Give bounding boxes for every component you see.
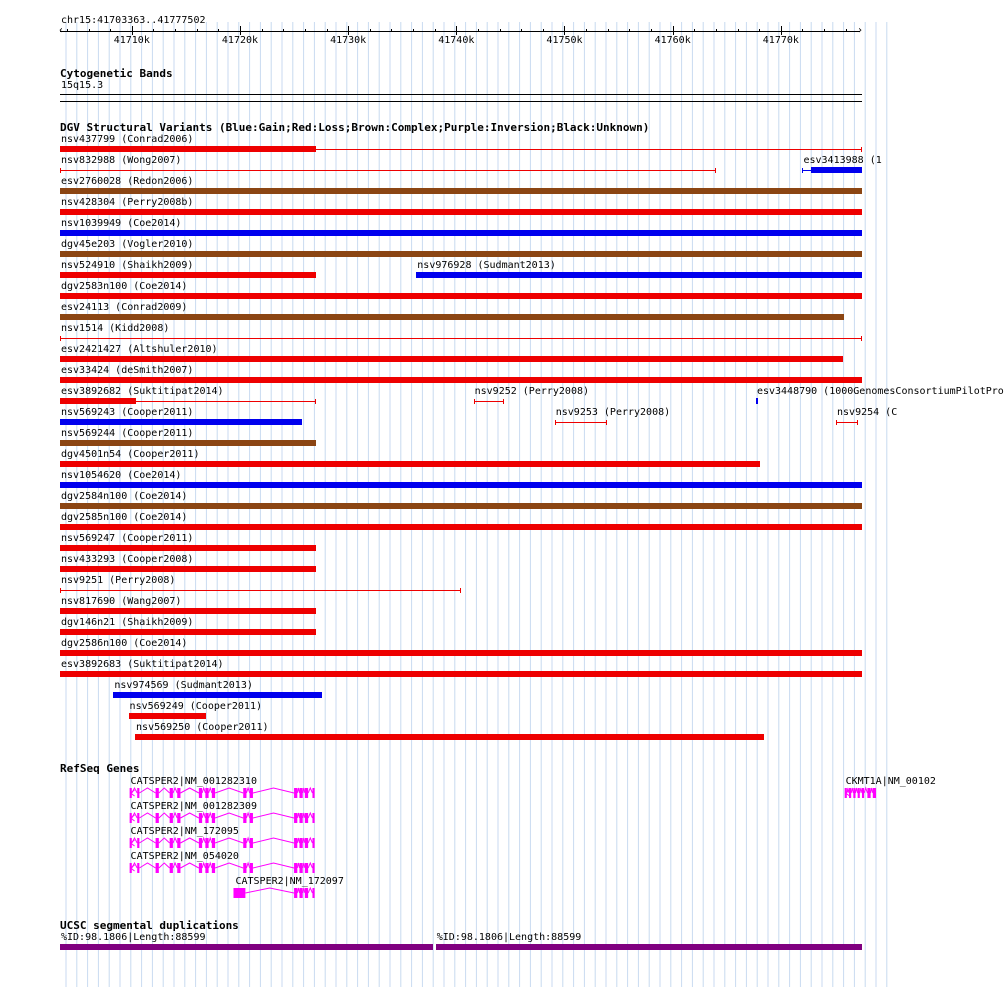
dgv-feature-end-tick	[315, 399, 316, 404]
ruler-tick-label: 41760k	[654, 35, 691, 46]
refseq-gene-label[interactable]: CATSPER2|NM_001282309	[130, 801, 257, 812]
dgv-feature-bar[interactable]	[60, 251, 862, 257]
segdup-track-title[interactable]: UCSC segmental duplications	[60, 919, 239, 932]
dgv-feature-end-tick	[460, 588, 461, 593]
dgv-feature-bar[interactable]	[60, 545, 316, 551]
coordinate-label: chr15:41703363..41777502	[61, 15, 206, 26]
ruler-minor-tick	[197, 29, 198, 32]
ruler-minor-tick	[67, 29, 68, 32]
refseq-exon	[130, 863, 132, 873]
dgv-feature-bar[interactable]	[60, 377, 862, 383]
ruler-tick-label: 41750k	[546, 35, 583, 46]
dgv-feature-label[interactable]: esv2760028 (Redon2006)	[61, 176, 194, 187]
refseq-exon	[250, 813, 253, 823]
dgv-feature-bar[interactable]	[60, 230, 862, 236]
ruler-minor-tick	[521, 29, 522, 32]
dgv-feature-line[interactable]	[474, 401, 504, 402]
segdup-feature-label[interactable]: %ID:98.1806|Length:88599	[436, 932, 582, 943]
ruler-major-tick	[132, 26, 133, 35]
refseq-exon	[873, 788, 876, 798]
dgv-feature-label[interactable]: esv3448790 (1000GenomesConsortiumPilotPro	[756, 386, 1004, 397]
dgv-feature-label[interactable]: nsv569250 (Cooper2011)	[136, 722, 269, 733]
ruler-major-tick	[240, 26, 241, 35]
refseq-exon	[243, 813, 246, 823]
ruler-minor-tick	[802, 29, 803, 32]
segdup-feature-bar[interactable]	[60, 944, 433, 950]
dgv-feature-label[interactable]: nsv428304 (Perry2008b)	[61, 197, 194, 208]
dgv-feature-bar[interactable]	[60, 629, 316, 635]
dgv-feature-end-tick	[836, 420, 837, 425]
refseq-intron	[871, 788, 873, 793]
ruler-minor-tick	[651, 29, 652, 32]
dgv-feature-bar[interactable]	[416, 272, 862, 278]
dgv-feature-end-tick	[60, 147, 61, 152]
refseq-intron	[139, 838, 155, 843]
refseq-exon	[250, 838, 253, 848]
refseq-intron	[253, 838, 294, 843]
dgv-feature-end-tick	[861, 336, 862, 341]
refseq-intron	[215, 863, 243, 868]
ruler-minor-tick	[283, 29, 284, 32]
refseq-exon	[205, 863, 208, 873]
refseq-intron	[159, 838, 170, 843]
dgv-feature-label[interactable]: esv24113 (Conrad2009)	[61, 302, 188, 313]
refseq-exon	[305, 813, 308, 823]
dgv-feature-bar[interactable]	[60, 566, 316, 572]
dgv-feature-label[interactable]: nsv1054620 (Coe2014)	[61, 470, 182, 481]
refseq-exon	[137, 838, 139, 848]
dgv-feature-end-tick	[861, 147, 862, 152]
dgv-feature-bar[interactable]	[60, 356, 843, 362]
dgv-feature-label[interactable]: nsv569244 (Cooper2011)	[61, 428, 194, 439]
refseq-exon	[312, 863, 314, 873]
dgv-feature-label[interactable]: nsv9252 (Perry2008)	[474, 386, 590, 397]
ruler-axis[interactable]	[60, 31, 860, 32]
refseq-intron	[159, 863, 170, 868]
ruler-major-tick	[673, 26, 674, 35]
dgv-feature-label[interactable]: dgv4501n54 (Cooper2011)	[61, 449, 200, 460]
ruler-minor-tick	[89, 29, 90, 32]
dgv-feature-bar[interactable]	[60, 650, 862, 656]
refseq-exon	[130, 813, 132, 823]
refseq-intron	[202, 863, 205, 868]
refseq-intron	[246, 813, 249, 818]
cytoband-line-bottom	[60, 101, 862, 102]
dgv-feature-bar[interactable]	[60, 188, 862, 194]
dgv-feature-bar[interactable]	[60, 209, 862, 215]
dgv-feature-bar[interactable]	[60, 482, 862, 488]
refseq-intron	[297, 813, 299, 818]
dgv-feature-bar[interactable]	[60, 671, 862, 677]
refseq-intron	[253, 813, 294, 818]
refseq-intron	[202, 813, 205, 818]
refseq-intron	[215, 838, 243, 843]
refseq-track-title[interactable]: RefSeq Genes	[60, 762, 140, 775]
refseq-intron	[215, 813, 243, 818]
refseq-intron	[860, 788, 862, 793]
refseq-exon	[845, 788, 847, 798]
refseq-exon	[212, 863, 215, 873]
refseq-exon	[156, 813, 159, 823]
refseq-intron	[297, 863, 299, 868]
refseq-intron	[851, 788, 853, 793]
dgv-feature-bar[interactable]	[113, 692, 322, 698]
refseq-gene-model[interactable]	[0, 787, 890, 801]
dgv-feature-end-tick	[606, 420, 607, 425]
refseq-exon	[199, 813, 202, 823]
ruler-major-tick	[564, 26, 565, 35]
dgv-feature-end-tick	[503, 399, 504, 404]
refseq-intron	[855, 788, 857, 793]
dgv-feature-end-tick	[60, 336, 61, 341]
dgv-feature-label[interactable]: dgv2586n100 (Coe2014)	[61, 638, 188, 649]
dgv-feature-bar[interactable]	[60, 272, 316, 278]
cytoband-label: 15q15.3	[61, 80, 104, 91]
refseq-exon	[294, 813, 297, 823]
refseq-intron	[173, 813, 177, 818]
ruler-minor-tick	[262, 29, 263, 32]
ruler-minor-tick	[586, 29, 587, 32]
refseq-exon	[299, 838, 302, 848]
dgv-feature-label[interactable]: esv3892683 (Suktitipat2014)	[61, 659, 224, 670]
refseq-exon	[294, 838, 297, 848]
dgv-feature-label[interactable]: nsv1514 (Kidd2008)	[61, 323, 170, 334]
dgv-feature-label[interactable]: nsv569243 (Cooper2011)	[61, 407, 194, 418]
refseq-exon	[305, 888, 308, 898]
dgv-feature-bar[interactable]	[60, 461, 760, 467]
refseq-intron	[246, 838, 249, 843]
ruler-major-tick	[348, 26, 349, 35]
dgv-feature-label[interactable]: nsv817690 (Wang2007)	[61, 596, 182, 607]
refseq-intron	[245, 888, 294, 893]
refseq-gene-label[interactable]: CATSPER2|NM_001282310	[130, 776, 257, 787]
ruler-minor-tick	[694, 29, 695, 32]
ruler-tick-label: 41740k	[438, 35, 475, 46]
refseq-exon	[212, 838, 215, 848]
refseq-exon	[867, 788, 870, 798]
refseq-exon	[170, 813, 173, 823]
refseq-intron	[246, 863, 249, 868]
refseq-intron	[297, 888, 299, 893]
refseq-exon	[299, 863, 302, 873]
dgv-feature-bar[interactable]	[60, 440, 316, 446]
dgv-feature-label[interactable]: nsv569249 (Cooper2011)	[129, 701, 262, 712]
ruler-tick-label: 41770k	[762, 35, 799, 46]
dgv-feature-label[interactable]: dgv2583n100 (Coe2014)	[61, 281, 188, 292]
refseq-intron	[303, 863, 305, 868]
refseq-exon	[177, 813, 180, 823]
dgv-feature-bar[interactable]	[60, 146, 316, 152]
refseq-exon	[862, 788, 864, 798]
dgv-feature-end-tick	[715, 168, 716, 173]
refseq-exon	[294, 888, 297, 898]
refseq-gene-label[interactable]: CATSPER2|NM_172097	[235, 876, 344, 887]
refseq-intron	[159, 813, 170, 818]
refseq-intron	[297, 838, 299, 843]
refseq-exon	[170, 838, 173, 848]
segdup-feature-label[interactable]: %ID:98.1806|Length:88599	[61, 932, 206, 943]
refseq-intron	[180, 813, 198, 818]
dgv-feature-label[interactable]: esv2421427 (Altshuler2010)	[61, 344, 218, 355]
dgv-feature-label[interactable]: dgv2585n100 (Coe2014)	[61, 512, 188, 523]
refseq-exon	[205, 838, 208, 848]
dgv-feature-label[interactable]: nsv832988 (Wong2007)	[61, 155, 182, 166]
dgv-feature-end-tick	[60, 588, 61, 593]
refseq-exon	[853, 788, 855, 798]
refseq-intron	[209, 838, 212, 843]
refseq-exon	[312, 888, 314, 898]
dgv-feature-label[interactable]: esv3413988 (1	[803, 155, 882, 166]
refseq-exon	[305, 838, 308, 848]
refseq-intron	[173, 863, 177, 868]
cytoband-line-top	[60, 94, 862, 95]
refseq-exon	[250, 863, 253, 873]
ruler-minor-tick	[608, 29, 609, 32]
dgv-feature-label[interactable]: nsv974569 (Sudmant2013)	[114, 680, 253, 691]
ruler-minor-tick	[413, 29, 414, 32]
ruler-minor-tick	[218, 29, 219, 32]
refseq-exon	[156, 838, 159, 848]
dgv-feature-end-tick	[60, 168, 61, 173]
dgv-feature-line[interactable]	[60, 338, 862, 339]
dgv-feature-line[interactable]	[555, 422, 607, 423]
refseq-exon	[177, 863, 180, 873]
ruler-minor-tick	[435, 29, 436, 32]
ruler-minor-tick	[175, 29, 176, 32]
refseq-intron	[202, 838, 205, 843]
refseq-gene-model[interactable]	[0, 837, 890, 851]
dgv-feature-bar[interactable]	[60, 608, 316, 614]
refseq-intron	[173, 838, 177, 843]
dgv-feature-bar[interactable]	[60, 398, 136, 404]
refseq-exon	[858, 788, 860, 798]
ruler-minor-tick	[824, 29, 825, 32]
refseq-intron	[303, 838, 305, 843]
ruler-minor-tick	[110, 29, 111, 32]
refseq-intron	[139, 813, 155, 818]
dgv-feature-label[interactable]: dgv45e203 (Vogler2010)	[61, 239, 194, 250]
ruler-major-tick	[456, 26, 457, 35]
refseq-exon	[156, 863, 159, 873]
dgv-feature-label[interactable]: dgv146n21 (Shaikh2009)	[61, 617, 194, 628]
ruler-minor-tick	[370, 29, 371, 32]
segdup-feature-bar[interactable]	[436, 944, 862, 950]
ruler-minor-tick	[629, 29, 630, 32]
refseq-exon	[137, 863, 139, 873]
ruler-minor-tick	[305, 29, 306, 32]
ruler-end-arrow: ›	[857, 25, 864, 36]
dgv-feature-bar[interactable]	[60, 419, 302, 425]
refseq-exon	[243, 838, 246, 848]
refseq-exon	[205, 813, 208, 823]
ruler-tick-label: 41720k	[221, 35, 259, 46]
ruler-major-tick	[781, 26, 782, 35]
dgv-feature-end-tick	[861, 168, 862, 173]
dgv-feature-label[interactable]: nsv437799 (Conrad2006)	[61, 134, 194, 145]
refseq-exon	[299, 813, 302, 823]
refseq-exon	[212, 813, 215, 823]
refseq-intron	[308, 813, 312, 818]
refseq-exon	[130, 838, 132, 848]
dgv-feature-label[interactable]: esv33424 (deSmith2007)	[61, 365, 194, 376]
dgv-feature-label[interactable]: nsv9254 (C	[837, 407, 898, 418]
refseq-intron	[139, 863, 155, 868]
ruler-minor-tick	[759, 29, 760, 32]
dgv-feature-bar[interactable]	[60, 524, 862, 530]
dgv-feature-label[interactable]: nsv524910 (Shaikh2009)	[61, 260, 194, 271]
refseq-gene-label[interactable]: CATSPER2|NM_054020	[130, 851, 239, 862]
dgv-feature-label[interactable]: nsv9251 (Perry2008)	[61, 575, 176, 586]
dgv-feature-line[interactable]	[60, 170, 716, 171]
ruler-tick-label: 41710k	[113, 35, 150, 46]
refseq-exon	[849, 788, 851, 798]
refseq-exon	[312, 813, 314, 823]
ruler-minor-tick	[716, 29, 717, 32]
ruler-minor-tick	[846, 29, 847, 32]
dgv-feature-label[interactable]: nsv976928 (Sudmant2013)	[417, 260, 556, 271]
dgv-feature-end-tick	[802, 168, 803, 173]
refseq-exon	[177, 838, 180, 848]
refseq-exon	[312, 838, 314, 848]
refseq-exon	[199, 863, 202, 873]
dgv-feature-bar[interactable]	[811, 167, 862, 173]
ruler-minor-tick	[153, 29, 154, 32]
ruler-minor-tick	[478, 29, 479, 32]
refseq-exon	[233, 888, 245, 898]
refseq-gene-model[interactable]	[0, 812, 890, 826]
refseq-intron	[303, 813, 305, 818]
dgv-feature-end-tick	[555, 420, 556, 425]
refseq-gene-model[interactable]	[0, 862, 890, 876]
refseq-intron	[308, 863, 312, 868]
refseq-gene-label[interactable]: CKMT1A|NM_00102	[845, 776, 936, 787]
dgv-feature-bar[interactable]	[756, 398, 758, 404]
ruler-start-arrow: ‹	[58, 25, 65, 36]
refseq-intron	[209, 813, 212, 818]
refseq-exon	[243, 863, 246, 873]
refseq-exon	[170, 863, 173, 873]
refseq-intron	[303, 888, 305, 893]
refseq-exon	[305, 863, 308, 873]
refseq-intron	[180, 838, 198, 843]
ruler-minor-tick	[391, 29, 392, 32]
ruler-minor-tick	[500, 29, 501, 32]
dgv-feature-label[interactable]: nsv9253 (Perry2008)	[555, 407, 671, 418]
dgv-feature-bar[interactable]	[129, 713, 207, 719]
ruler-minor-tick	[327, 29, 328, 32]
dgv-feature-label[interactable]: nsv433293 (Cooper2008)	[61, 554, 194, 565]
dgv-feature-line[interactable]	[836, 422, 858, 423]
refseq-intron	[180, 863, 198, 868]
ruler-minor-tick	[543, 29, 544, 32]
refseq-intron	[209, 863, 212, 868]
refseq-gene-label[interactable]: CATSPER2|NM_172095	[130, 826, 239, 837]
dgv-feature-label[interactable]: nsv1039949 (Coe2014)	[61, 218, 182, 229]
cytoband-track-title[interactable]: Cytogenetic Bands	[60, 67, 173, 80]
refseq-exon	[299, 888, 302, 898]
refseq-gene-model[interactable]	[0, 887, 890, 901]
dgv-feature-line[interactable]	[60, 590, 461, 591]
refseq-exon	[199, 838, 202, 848]
dgv-feature-bar[interactable]	[135, 734, 763, 740]
dgv-feature-bar[interactable]	[60, 314, 844, 320]
refseq-intron	[864, 788, 867, 793]
refseq-intron	[308, 888, 312, 893]
refseq-exon	[294, 863, 297, 873]
dgv-feature-end-tick	[857, 420, 858, 425]
refseq-intron	[308, 838, 312, 843]
refseq-intron	[253, 863, 294, 868]
dgv-track-title[interactable]: DGV Structural Variants (Blue:Gain;Red:Loss;Brown:Complex;Purple:Inversion;Black:Unknown)	[60, 121, 650, 134]
dgv-feature-label[interactable]: dgv2584n100 (Coe2014)	[61, 491, 188, 502]
dgv-feature-label[interactable]: esv3892682 (Suktitipat2014)	[61, 386, 224, 397]
ruler-minor-tick	[738, 29, 739, 32]
dgv-feature-end-tick	[60, 399, 61, 404]
dgv-feature-end-tick	[474, 399, 475, 404]
dgv-feature-bar[interactable]	[60, 293, 862, 299]
dgv-feature-bar[interactable]	[60, 503, 862, 509]
refseq-exon	[137, 813, 139, 823]
ruler-tick-label: 41730k	[330, 35, 367, 46]
dgv-feature-label[interactable]: nsv569247 (Cooper2011)	[61, 533, 194, 544]
